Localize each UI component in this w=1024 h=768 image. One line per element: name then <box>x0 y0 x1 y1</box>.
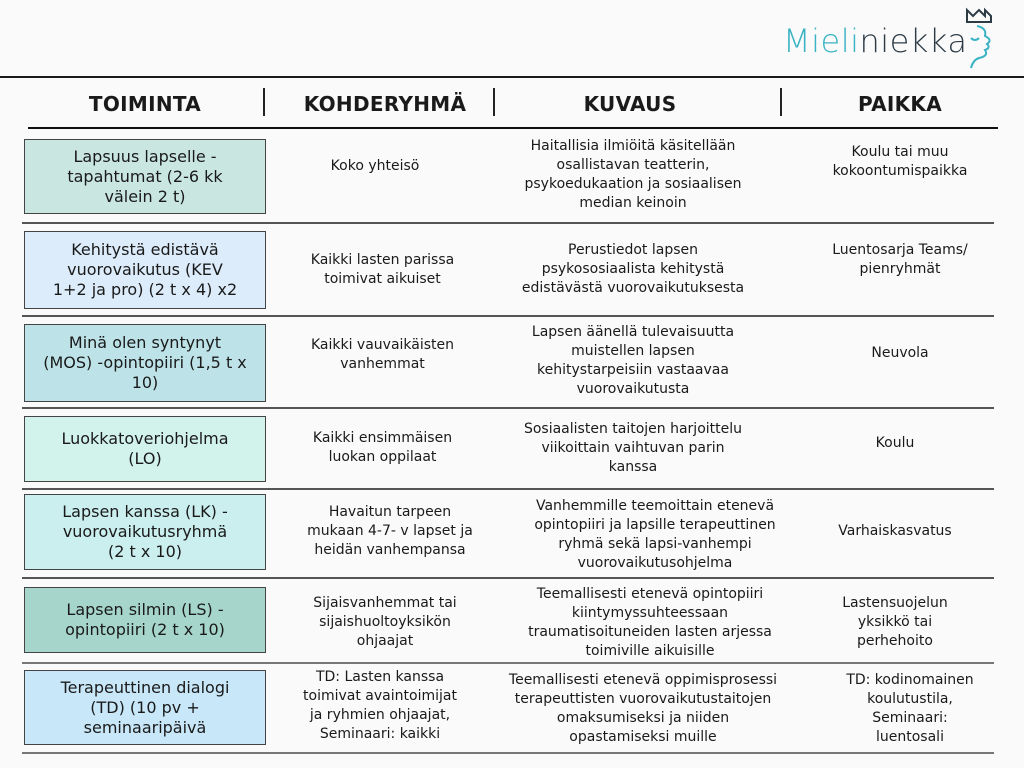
description: Teemallisesti etenevä oppimisprosessi terapeuttisten vuorovaikutustaitojen omaksumiseksi ja niiden opastamiseksi muille <box>508 672 778 745</box>
activity-box <box>24 324 266 402</box>
location: Neuvola <box>871 345 929 361</box>
activity-box <box>24 416 266 482</box>
activity-name: Kehitystä edistävä vuorovaikutus (KEV 1+2 ja pro) (2 t x 4) x2 <box>52 240 238 299</box>
target-group: Kaikki vauvaikäisten vanhemmat <box>310 337 455 372</box>
row-divider <box>22 577 994 579</box>
logo <box>783 6 1013 72</box>
location: Koulu tai muu kokoontumispaikka <box>832 144 968 179</box>
activity-box <box>24 670 266 745</box>
target-group: Havaitun tarpeen mukaan 4-7- v lapset ja heidän vanhempansa <box>307 504 473 558</box>
location: Varhaiskasvatus <box>838 523 952 539</box>
description: Lapsen äänellä tulevaisuutta muistellen lapsen kehitystarpeisiin vastaavaa vuorovaikutusta <box>531 324 735 397</box>
activity-box <box>24 587 266 653</box>
location: Luentosarja Teams/ pienryhmät <box>832 242 968 277</box>
activity-box <box>24 231 266 309</box>
target-group: Kaikki ensimmäisen luokan oppilaat <box>312 430 453 465</box>
description: Sosiaalisten taitojen harjoittelu viikoittain vaihtuvan parin kanssa <box>523 421 743 475</box>
top-divider <box>0 76 1024 78</box>
description: Perustiedot lapsen psykososiaalista kehitystä edistävästä vuorovaikutuksesta <box>521 242 745 296</box>
row-divider <box>22 662 994 664</box>
row-divider <box>22 222 994 224</box>
target-group: Koko yhteisö <box>330 158 420 174</box>
activity-name: Lapsen kanssa (LK) - vuorovaikutusryhmä (2 t x 10) <box>62 502 228 561</box>
logo-text <box>783 22 967 60</box>
location: Lastensuojelun yksikkö tai perhehoito <box>842 595 948 649</box>
header-separator <box>780 88 782 116</box>
logo-text-part1: Mieli <box>783 22 860 60</box>
activity-name: Luokkatoveriohjelma (LO) <box>61 429 229 468</box>
description: Haitallisia ilmiöitä käsitellään osallistavan teatterin, psykoedukaation ja sosiaalisen median keinoin <box>524 138 742 211</box>
description: Vanhemmille teemoittain etenevä opintopiiri ja lapsille terapeuttinen ryhmä sekä lapsi-vanhempi vuorovaikutusohjelma <box>534 498 776 571</box>
logo-text-part2: niekka <box>859 22 968 60</box>
header-separator <box>263 88 265 116</box>
table-header <box>0 88 1024 122</box>
header-toiminta: TOIMINTA <box>88 92 202 116</box>
crown-face-icon <box>963 6 1009 72</box>
location: Koulu <box>875 435 915 451</box>
description: Teemallisesti etenevä opintopiiri kiintymyssuhteessaan traumatisoituneiden lasten arjessa toimiville aikuisille <box>528 586 772 659</box>
header-paikka: PAIKKA <box>857 92 943 116</box>
row-divider <box>22 315 994 317</box>
header-separator <box>493 88 495 116</box>
activity-name: Minä olen syntynyt (MOS) -opintopiiri (1,5 t x 10) <box>43 333 247 392</box>
target-group: Sijaisvanhemmat tai sijaishuoltoyksikön ohjaajat <box>313 595 457 649</box>
row-divider <box>22 488 994 490</box>
target-group: TD: Lasten kanssa toimivat avaintoimijat ja ryhmien ohjaajat, Seminaari: kaikki <box>303 669 457 742</box>
activity-name: Lapsuus lapselle - tapahtumat (2-6 kk välein 2 t) <box>67 146 223 206</box>
activity-name: Terapeuttinen dialogi (TD) (10 pv + seminaaripäivä <box>60 677 230 737</box>
activity-name: Lapsen silmin (LS) - opintopiiri (2 t x 10) <box>65 600 225 639</box>
activity-box <box>24 494 266 570</box>
target-group: Kaikki lasten parissa toimivat aikuiset <box>310 252 455 287</box>
row-divider <box>22 407 994 409</box>
location: TD: kodinomainen koulutustila, Seminaari: luentosali <box>846 672 974 745</box>
header-divider <box>28 127 998 129</box>
header-kuvaus: KUVAUS <box>583 92 677 116</box>
activity-box <box>24 139 266 214</box>
row-divider <box>22 752 994 754</box>
header-kohderyhma: KOHDERYHMÄ <box>303 92 467 116</box>
